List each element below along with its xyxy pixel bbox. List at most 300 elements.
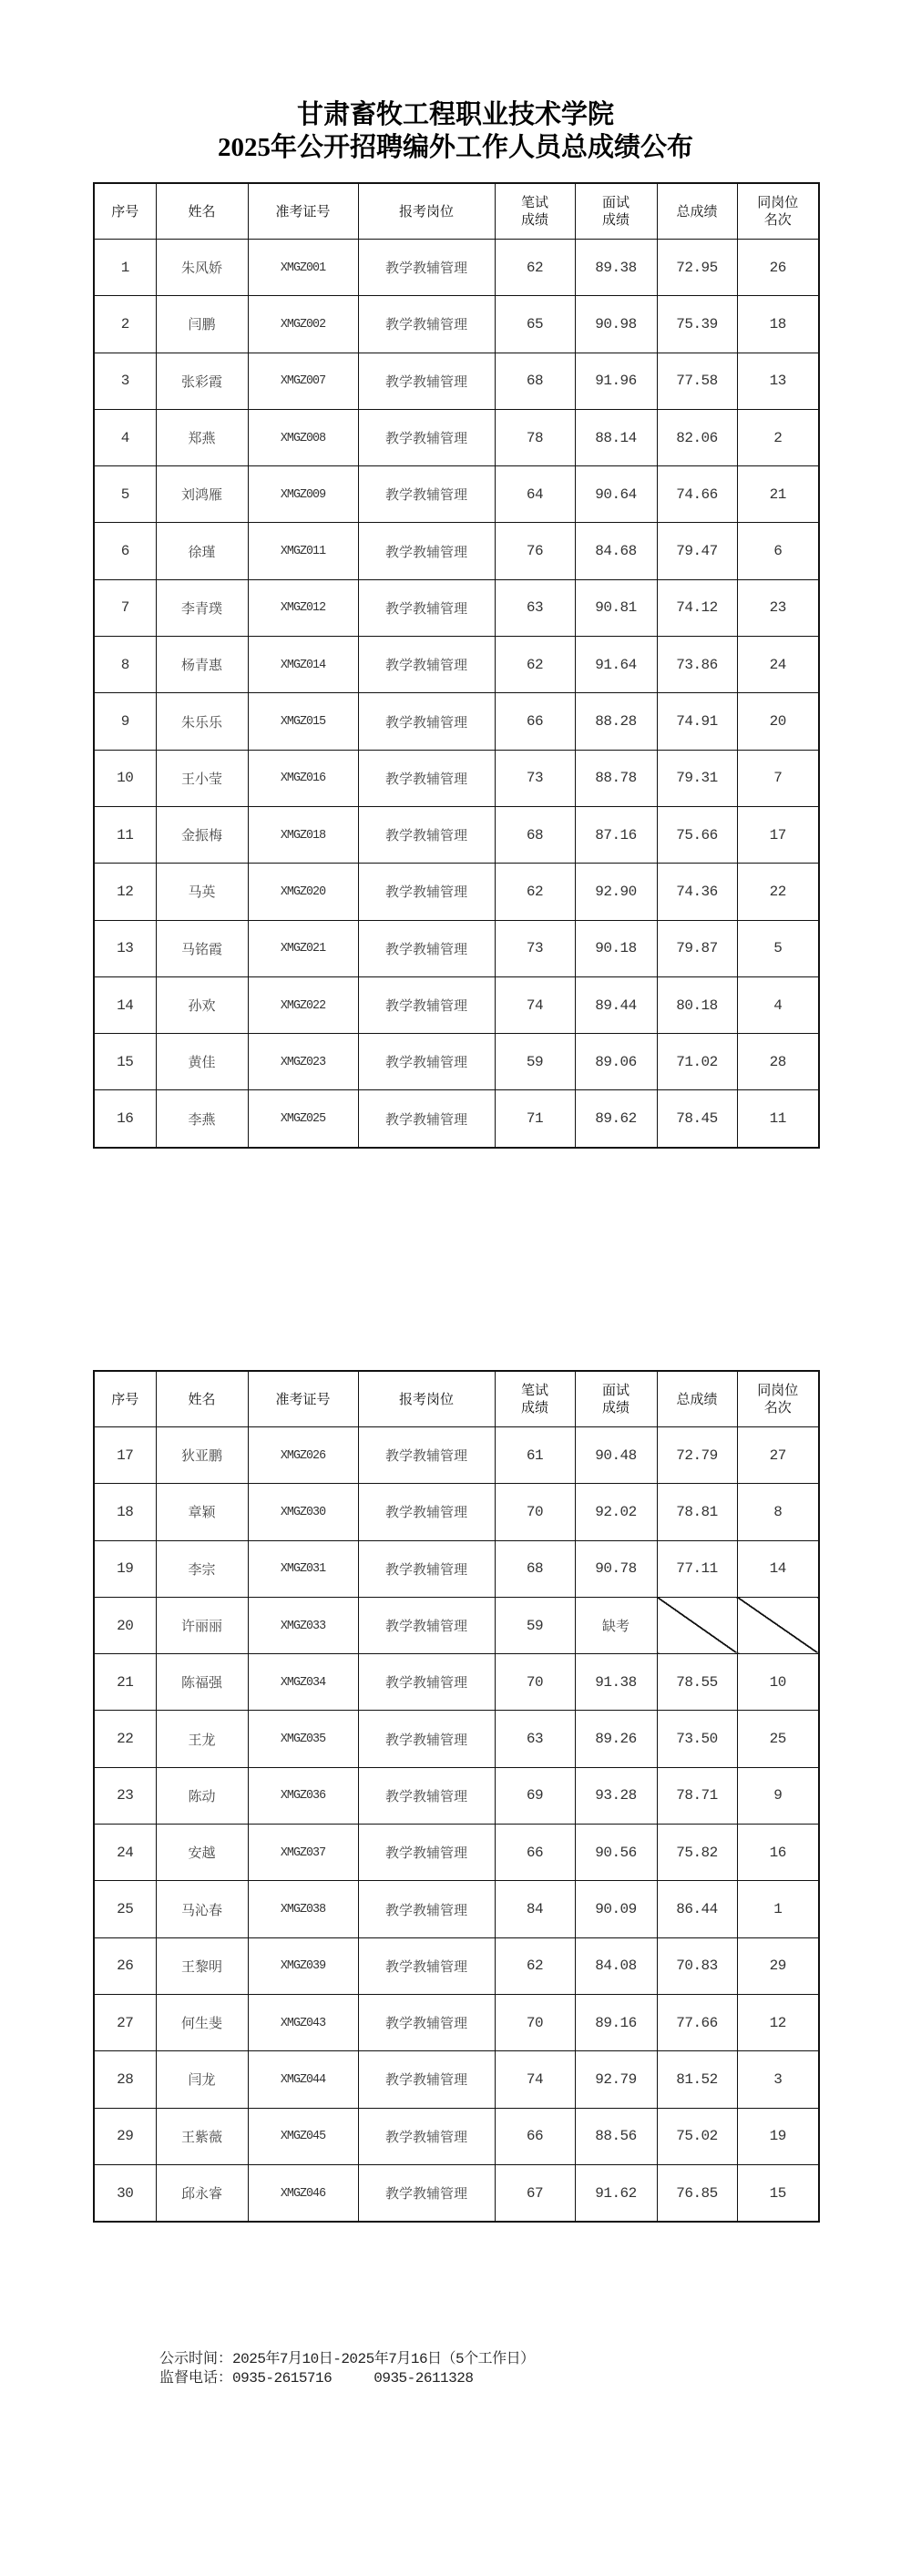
cell-rank: 22: [737, 864, 819, 920]
table-header-row: [94, 183, 819, 240]
cell-seq: 27: [94, 1994, 156, 2050]
cell-total-score: 74.91: [657, 693, 737, 750]
header-written-score: 笔试 成绩: [495, 183, 575, 240]
header-position: 报考岗位: [358, 1371, 495, 1427]
cell-position: 教学教辅管理: [358, 1767, 495, 1824]
cell-name: 李青璞: [156, 579, 248, 636]
cell-position: 教学教辅管理: [358, 1540, 495, 1597]
table-row: [94, 1994, 819, 2050]
cell-total-score: 71.02: [657, 1034, 737, 1090]
cell-position: 教学教辅管理: [358, 579, 495, 636]
cell-position: 教学教辅管理: [358, 1994, 495, 2050]
cell-position: 教学教辅管理: [358, 1825, 495, 1881]
scores-table-part-2: [93, 1370, 820, 2223]
header-interview-score: 面试 成绩: [575, 183, 657, 240]
cell-written-score: 65: [495, 296, 575, 353]
cell-seq: 2: [94, 296, 156, 353]
cell-position: 教学教辅管理: [358, 1937, 495, 1994]
header-rank: 同岗位 名次: [737, 1371, 819, 1427]
cell-written-score: 69: [495, 1767, 575, 1824]
cell-rank: 9: [737, 1767, 819, 1824]
cell-total-score: 74.12: [657, 579, 737, 636]
cell-interview-score: 88.28: [575, 693, 657, 750]
cell-position: 教学教辅管理: [358, 353, 495, 409]
cell-exam-id: XMGZ008: [251, 409, 355, 465]
cell-rank: 1: [737, 1881, 819, 1937]
cell-rank: 15: [737, 2164, 819, 2222]
cell-name: 马铭霞: [156, 920, 248, 976]
header-rank: 同岗位 名次: [737, 183, 819, 240]
cell-interview-score: 89.26: [575, 1711, 657, 1767]
cell-rank: 5: [737, 920, 819, 976]
table-row: [94, 1540, 819, 1597]
cell-rank: 21: [737, 466, 819, 523]
cell-name: 何生斐: [156, 1994, 248, 2050]
cell-interview-score: 89.38: [575, 240, 657, 296]
page-title-announcement: 2025年公开招聘编外工作人员总成绩公布: [217, 133, 693, 162]
cell-interview-score: 90.64: [575, 466, 657, 523]
cell-rank: 29: [737, 1937, 819, 1994]
cell-name: 邱永睿: [156, 2164, 248, 2222]
table-row: [94, 296, 819, 353]
header-total-score: 总成绩: [657, 1371, 737, 1427]
cell-rank: 27: [737, 1427, 819, 1484]
cell-rank: 17: [737, 806, 819, 863]
cell-total-score: 75.82: [657, 1825, 737, 1881]
cell-seq: 1: [94, 240, 156, 296]
cell-exam-id: XMGZ014: [251, 637, 355, 693]
cell-interview-score: 90.81: [575, 579, 657, 636]
cell-rank: 14: [737, 1540, 819, 1597]
cell-exam-id: XMGZ033: [251, 1597, 355, 1653]
cell-seq: 21: [94, 1654, 156, 1711]
cell-total-score: 75.66: [657, 806, 737, 863]
cell-exam-id: XMGZ045: [251, 2108, 355, 2164]
cell-written-score: 70: [495, 1484, 575, 1540]
cell-name: 徐瑾: [156, 523, 248, 579]
cell-written-score: 73: [495, 750, 575, 806]
cell-seq: 28: [94, 2051, 156, 2108]
cell-written-score: 66: [495, 1825, 575, 1881]
cell-exam-id: XMGZ016: [251, 750, 355, 806]
cell-seq: 13: [94, 920, 156, 976]
cell-seq: 4: [94, 409, 156, 465]
cell-rank: 12: [737, 1994, 819, 2050]
cell-written-score: 67: [495, 2164, 575, 2222]
table-row: [94, 1654, 819, 1711]
cell-seq: 20: [94, 1597, 156, 1653]
header-exam-id: 准考证号: [248, 183, 358, 240]
cell-position: 教学教辅管理: [358, 1711, 495, 1767]
cell-interview-score: 90.09: [575, 1881, 657, 1937]
cell-name: 王紫薇: [156, 2108, 248, 2164]
cell-name: 张彩霞: [156, 353, 248, 409]
cell-interview-score: 91.38: [575, 1654, 657, 1711]
cell-name: 李宗: [156, 1540, 248, 1597]
header-written-score: 笔试 成绩: [495, 1371, 575, 1427]
cell-written-score: 71: [495, 1090, 575, 1148]
cell-total-score: 75.02: [657, 2108, 737, 2164]
cell-name: 王龙: [156, 1711, 248, 1767]
cell-seq: 10: [94, 750, 156, 806]
cell-exam-id: XMGZ026: [251, 1427, 355, 1484]
cell-written-score: 64: [495, 466, 575, 523]
header-position: 报考岗位: [358, 183, 495, 240]
cell-position: 教学教辅管理: [358, 2164, 495, 2222]
cell-written-score: 63: [495, 579, 575, 636]
cell-interview-score: 89.62: [575, 1090, 657, 1148]
cell-name: 陈动: [156, 1767, 248, 1824]
cell-seq: 17: [94, 1427, 156, 1484]
cell-position: 教学教辅管理: [358, 1597, 495, 1653]
cell-written-score: 59: [495, 1034, 575, 1090]
cell-interview-score: 92.90: [575, 864, 657, 920]
cell-rank: 25: [737, 1711, 819, 1767]
table-row: [94, 1881, 819, 1937]
cell-position: 教学教辅管理: [358, 1484, 495, 1540]
table-row: [94, 920, 819, 976]
cell-position: 教学教辅管理: [358, 1654, 495, 1711]
cell-total-score: 78.55: [657, 1654, 737, 1711]
cell-seq: 12: [94, 864, 156, 920]
cell-written-score: 68: [495, 353, 575, 409]
cell-name: 朱乐乐: [156, 693, 248, 750]
cell-exam-id: XMGZ030: [251, 1484, 355, 1540]
cell-written-score: 74: [495, 976, 575, 1033]
cell-total-score: 75.39: [657, 296, 737, 353]
cell-total-score: 72.79: [657, 1427, 737, 1484]
cell-name: 郑燕: [156, 409, 248, 465]
cell-total-score: 82.06: [657, 409, 737, 465]
table-row: [94, 1767, 819, 1824]
table-row: [94, 1034, 819, 1090]
cell-seq: 23: [94, 1767, 156, 1824]
table-row: [94, 1484, 819, 1540]
cell-written-score: 68: [495, 1540, 575, 1597]
cell-rank: 4: [737, 976, 819, 1033]
cell-seq: 5: [94, 466, 156, 523]
cell-exam-id: XMGZ031: [251, 1540, 355, 1597]
cell-total-score: 76.85: [657, 2164, 737, 2222]
cell-seq: 7: [94, 579, 156, 636]
cell-seq: 26: [94, 1937, 156, 1994]
header-name: 姓名: [156, 1371, 248, 1427]
cell-exam-id: XMGZ001: [251, 240, 355, 296]
cell-exam-id: XMGZ020: [251, 864, 355, 920]
cell-interview-score: 90.48: [575, 1427, 657, 1484]
cell-seq: 19: [94, 1540, 156, 1597]
cell-written-score: 62: [495, 864, 575, 920]
cell-exam-id: XMGZ043: [251, 1994, 355, 2050]
cell-exam-id: XMGZ022: [251, 976, 355, 1033]
cell-total-score: 79.47: [657, 523, 737, 579]
cell-total-score: 79.31: [657, 750, 737, 806]
cell-rank: 26: [737, 240, 819, 296]
cell-name: 杨青惠: [156, 637, 248, 693]
cell-rank: 20: [737, 693, 819, 750]
publicity-period-value: 2025年7月10日-2025年7月16日（5个工作日）: [232, 2351, 535, 2367]
table-row: [94, 864, 819, 920]
cell-position: 教学教辅管理: [358, 296, 495, 353]
header-exam-id: 准考证号: [248, 1371, 358, 1427]
cell-written-score: 76: [495, 523, 575, 579]
scores-table-part-1: [93, 182, 820, 1149]
cell-written-score: 66: [495, 2108, 575, 2164]
cell-interview-score: 84.68: [575, 523, 657, 579]
cell-seq: 16: [94, 1090, 156, 1148]
cell-exam-id: XMGZ011: [251, 523, 355, 579]
cell-rank: 3: [737, 2051, 819, 2108]
cell-position: 教学教辅管理: [358, 2051, 495, 2108]
cell-written-score: 59: [495, 1597, 575, 1653]
cell-total-score: 74.66: [657, 466, 737, 523]
cell-seq: 15: [94, 1034, 156, 1090]
table-row: [94, 240, 819, 296]
table-row: [94, 1711, 819, 1767]
cell-position: 教学教辅管理: [358, 750, 495, 806]
cell-rank: 18: [737, 296, 819, 353]
cell-interview-score: 88.14: [575, 409, 657, 465]
cell-exam-id: XMGZ034: [251, 1654, 355, 1711]
table-row: [94, 579, 819, 636]
cell-interview-score: 90.98: [575, 296, 657, 353]
table-row: [94, 1825, 819, 1881]
cell-exam-id: XMGZ012: [251, 579, 355, 636]
cell-written-score: 70: [495, 1994, 575, 2050]
cell-exam-id: XMGZ025: [251, 1090, 355, 1148]
cell-interview-score: 90.56: [575, 1825, 657, 1881]
cell-exam-id: XMGZ044: [251, 2051, 355, 2108]
cell-interview-score: 91.96: [575, 353, 657, 409]
cell-rank: 23: [737, 579, 819, 636]
cell-total-score: 73.50: [657, 1711, 737, 1767]
cell-rank: 2: [737, 409, 819, 465]
cell-written-score: 62: [495, 240, 575, 296]
cell-exam-id: XMGZ002: [251, 296, 355, 353]
cell-seq: 14: [94, 976, 156, 1033]
cell-rank: 24: [737, 637, 819, 693]
cell-seq: 9: [94, 693, 156, 750]
cell-position: 教学教辅管理: [358, 466, 495, 523]
cell-rank: 11: [737, 1090, 819, 1148]
cell-total-score: 77.11: [657, 1540, 737, 1597]
table-row: [94, 1597, 819, 1653]
header-interview-score: 面试 成绩: [575, 1371, 657, 1427]
cell-written-score: 84: [495, 1881, 575, 1937]
cell-interview-score: 89.44: [575, 976, 657, 1033]
cell-interview-score: 91.62: [575, 2164, 657, 2222]
cell-total-score-struck: [657, 1597, 737, 1653]
cell-seq: 8: [94, 637, 156, 693]
cell-rank: 10: [737, 1654, 819, 1711]
cell-name: 陈福强: [156, 1654, 248, 1711]
table-row: [94, 1090, 819, 1148]
cell-exam-id: XMGZ036: [251, 1767, 355, 1824]
cell-written-score: 63: [495, 1711, 575, 1767]
cell-written-score: 62: [495, 1937, 575, 1994]
cell-interview-score: 88.78: [575, 750, 657, 806]
cell-total-score: 70.83: [657, 1937, 737, 1994]
cell-seq: 18: [94, 1484, 156, 1540]
cell-exam-id: XMGZ021: [251, 920, 355, 976]
cell-seq: 3: [94, 353, 156, 409]
table-header-row: [94, 1371, 819, 1427]
table-row: [94, 1427, 819, 1484]
cell-exam-id: XMGZ007: [251, 353, 355, 409]
cell-total-score: 78.71: [657, 1767, 737, 1824]
cell-rank: 13: [737, 353, 819, 409]
cell-total-score: 77.58: [657, 353, 737, 409]
cell-position: 教学教辅管理: [358, 637, 495, 693]
table-row: [94, 2108, 819, 2164]
cell-exam-id: XMGZ039: [251, 1937, 355, 1994]
cell-rank: 19: [737, 2108, 819, 2164]
cell-interview-score: 90.18: [575, 920, 657, 976]
cell-seq: 11: [94, 806, 156, 863]
cell-rank: 28: [737, 1034, 819, 1090]
cell-name: 朱风娇: [156, 240, 248, 296]
cell-exam-id: XMGZ046: [251, 2164, 355, 2222]
table-row: [94, 1937, 819, 1994]
cell-total-score: 74.36: [657, 864, 737, 920]
cell-seq: 29: [94, 2108, 156, 2164]
cell-interview-score: 93.28: [575, 1767, 657, 1824]
publicity-period: [159, 2349, 535, 2368]
cell-written-score: 62: [495, 637, 575, 693]
cell-written-score: 78: [495, 409, 575, 465]
table-body: [94, 240, 819, 1148]
header-name: 姓名: [156, 183, 248, 240]
cell-interview-score: 84.08: [575, 1937, 657, 1994]
table-row: [94, 693, 819, 750]
table-row: [94, 523, 819, 579]
supervision-phone-label: 监督电话：: [159, 2368, 233, 2386]
cell-interview-score: 92.02: [575, 1484, 657, 1540]
cell-interview-score: 89.06: [575, 1034, 657, 1090]
cell-total-score: 81.52: [657, 2051, 737, 2108]
cell-exam-id: XMGZ038: [251, 1881, 355, 1937]
table-row: [94, 409, 819, 465]
cell-interview-score: 91.64: [575, 637, 657, 693]
cell-position: 教学教辅管理: [358, 409, 495, 465]
supervision-phone-2: 0935-2611328: [374, 2370, 474, 2387]
cell-position: 教学教辅管理: [358, 1427, 495, 1484]
cell-rank: 6: [737, 523, 819, 579]
header-seq: 序号: [94, 1371, 156, 1427]
cell-exam-id: XMGZ015: [251, 693, 355, 750]
cell-position: 教学教辅管理: [358, 976, 495, 1033]
table-row: [94, 2164, 819, 2222]
cell-rank: 16: [737, 1825, 819, 1881]
page-title-institution: 甘肃畜牧工程职业技术学院: [296, 100, 614, 129]
cell-position: 教学教辅管理: [358, 806, 495, 863]
table-row: [94, 637, 819, 693]
cell-name: 章颖: [156, 1484, 248, 1540]
cell-total-score: 77.66: [657, 1994, 737, 2050]
cell-position: 教学教辅管理: [358, 1034, 495, 1090]
cell-written-score: 61: [495, 1427, 575, 1484]
cell-interview-score: 87.16: [575, 806, 657, 863]
cell-exam-id: XMGZ037: [251, 1825, 355, 1881]
table-row: [94, 976, 819, 1033]
cell-seq: 25: [94, 1881, 156, 1937]
cell-total-score: 80.18: [657, 976, 737, 1033]
cell-name: 王黎明: [156, 1937, 248, 1994]
cell-position: 教学教辅管理: [358, 693, 495, 750]
cell-name: 闫鹏: [156, 296, 248, 353]
cell-name: 刘鸿雁: [156, 466, 248, 523]
cell-name: 孙欢: [156, 976, 248, 1033]
cell-position: 教学教辅管理: [358, 864, 495, 920]
table-row: [94, 806, 819, 863]
cell-seq: 22: [94, 1711, 156, 1767]
header-total-score: 总成绩: [657, 183, 737, 240]
cell-total-score: 86.44: [657, 1881, 737, 1937]
cell-exam-id: XMGZ035: [251, 1711, 355, 1767]
publicity-period-label: 公示时间：: [159, 2349, 233, 2366]
cell-exam-id: XMGZ009: [251, 466, 355, 523]
cell-rank: 8: [737, 1484, 819, 1540]
table-row: [94, 353, 819, 409]
cell-name: 金振梅: [156, 806, 248, 863]
cell-seq: 30: [94, 2164, 156, 2222]
cell-interview-score: 缺考: [575, 1597, 657, 1653]
cell-total-score: 73.86: [657, 637, 737, 693]
cell-rank-struck: [737, 1597, 819, 1653]
cell-position: 教学教辅管理: [358, 2108, 495, 2164]
cell-position: 教学教辅管理: [358, 240, 495, 296]
cell-seq: 6: [94, 523, 156, 579]
cell-interview-score: 90.78: [575, 1540, 657, 1597]
cell-name: 狄亚鹏: [156, 1427, 248, 1484]
cell-name: 马沁春: [156, 1881, 248, 1937]
cell-position: 教学教辅管理: [358, 1881, 495, 1937]
header-seq: 序号: [94, 183, 156, 240]
cell-total-score: 78.81: [657, 1484, 737, 1540]
table-row: [94, 750, 819, 806]
cell-total-score: 72.95: [657, 240, 737, 296]
cell-name: 许丽丽: [156, 1597, 248, 1653]
cell-seq: 24: [94, 1825, 156, 1881]
table-row: [94, 466, 819, 523]
table-body: [94, 1427, 819, 2223]
cell-name: 黄佳: [156, 1034, 248, 1090]
cell-total-score: 78.45: [657, 1090, 737, 1148]
cell-exam-id: XMGZ018: [251, 806, 355, 863]
cell-written-score: 70: [495, 1654, 575, 1711]
cell-rank: 7: [737, 750, 819, 806]
cell-interview-score: 88.56: [575, 2108, 657, 2164]
cell-written-score: 73: [495, 920, 575, 976]
cell-total-score: 79.87: [657, 920, 737, 976]
cell-written-score: 68: [495, 806, 575, 863]
cell-name: 王小莹: [156, 750, 248, 806]
cell-written-score: 66: [495, 693, 575, 750]
cell-position: 教学教辅管理: [358, 1090, 495, 1148]
cell-name: 安越: [156, 1825, 248, 1881]
cell-name: 闫龙: [156, 2051, 248, 2108]
supervision-phone: [159, 2368, 473, 2387]
table-row: [94, 2051, 819, 2108]
cell-interview-score: 89.16: [575, 1994, 657, 2050]
cell-position: 教学教辅管理: [358, 920, 495, 976]
cell-name: 马英: [156, 864, 248, 920]
cell-interview-score: 92.79: [575, 2051, 657, 2108]
supervision-phone-1: 0935-2615716: [232, 2370, 333, 2387]
cell-written-score: 74: [495, 2051, 575, 2108]
cell-exam-id: XMGZ023: [251, 1034, 355, 1090]
cell-name: 李燕: [156, 1090, 248, 1148]
